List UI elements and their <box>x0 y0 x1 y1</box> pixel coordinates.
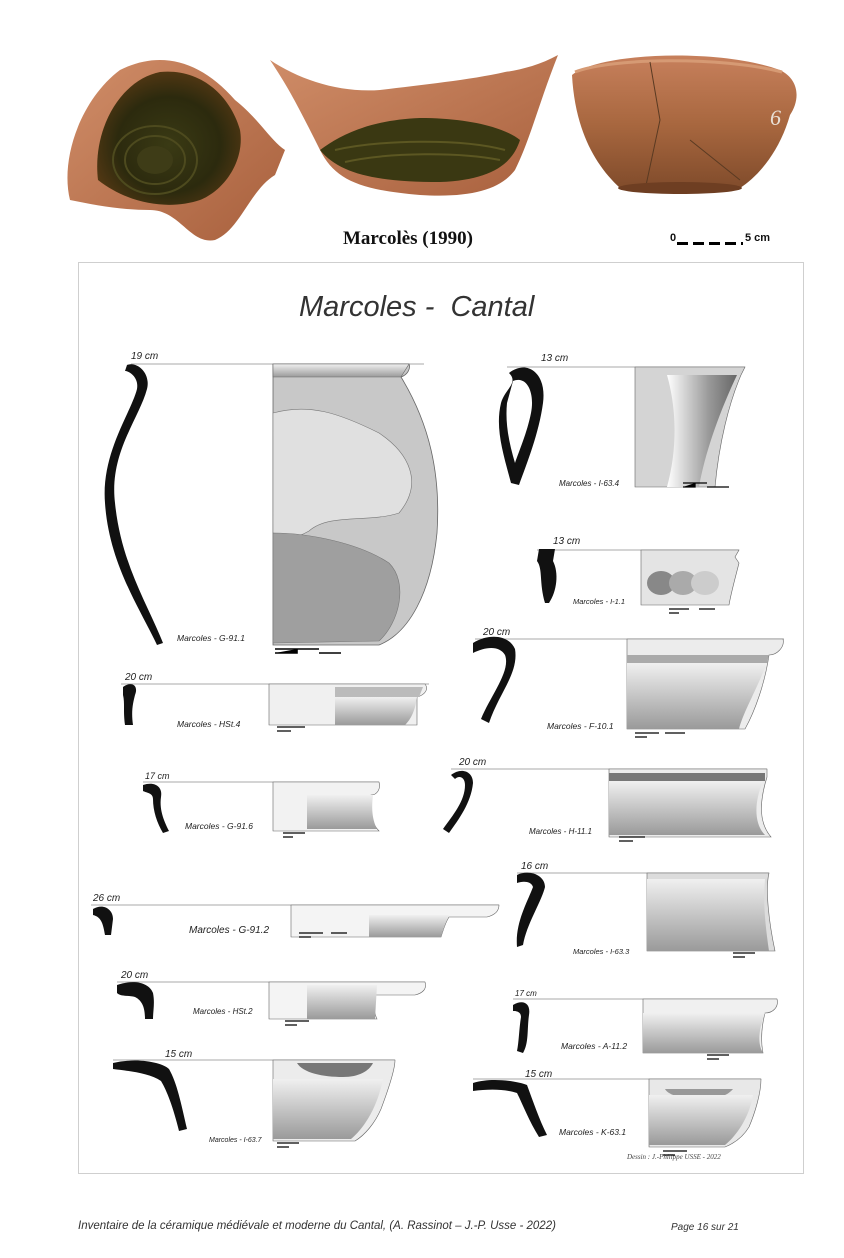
profile-i637 <box>113 1060 395 1147</box>
drawing-credit: Dessin : J.-Philippe USSE - 2022 <box>627 1153 721 1161</box>
profile-hst2 <box>117 982 426 1025</box>
svg-text:6: 6 <box>770 105 781 130</box>
profile-k631 <box>473 1079 761 1155</box>
profile-i11 <box>537 549 739 613</box>
pottery-profile-drawings <box>79 263 803 1173</box>
diameter-label-g911: 19 cm <box>131 351 159 362</box>
diameter-label-h111: 20 cm <box>459 757 487 768</box>
plate-title: Marcoles - Cantal <box>299 291 535 323</box>
drawing-plate <box>78 262 804 1174</box>
ref-label-h111: Marcoles - H-11.1 <box>529 827 592 836</box>
profile-g912 <box>93 905 499 937</box>
photo-caption: Marcolès (1990) <box>343 228 473 249</box>
diameter-label-i637: 15 cm <box>165 1049 193 1060</box>
diameter-label-k631: 15 cm <box>525 1069 553 1080</box>
profile-a112 <box>513 999 777 1059</box>
profile-g916 <box>143 782 380 837</box>
profile-hst4 <box>123 684 427 731</box>
glazed-bowl-photo-1 <box>67 60 285 240</box>
ref-label-k631: Marcoles - K-63.1 <box>559 1127 627 1137</box>
ref-label-a112: Marcoles - A-11.2 <box>561 1041 628 1051</box>
diameter-label-hst4: 20 cm <box>125 672 153 683</box>
diameter-label-i633: 16 cm <box>521 861 549 872</box>
diameter-label-i11: 13 cm <box>553 536 581 547</box>
glazed-bowl-photo-2 <box>270 55 558 196</box>
diameter-label-g912: 26 cm <box>93 893 121 904</box>
photo-scalebar <box>677 242 743 245</box>
ref-label-f101: Marcoles - F-10.1 <box>547 721 614 731</box>
diameter-label-hst2: 20 cm <box>121 970 149 981</box>
ref-label-hst2: Marcoles - HSt.2 <box>193 1007 253 1016</box>
scalebar-end-label: 5 cm <box>745 232 771 244</box>
profile-i633 <box>517 873 775 957</box>
sherd-photographs <box>0 0 844 260</box>
profile-f101 <box>473 637 783 737</box>
profile-i634 <box>499 367 745 487</box>
ref-label-i633: Marcoles - I-63.3 <box>573 947 630 956</box>
ref-label-i11: Marcoles - I-1.1 <box>573 597 626 606</box>
ref-label-g916: Marcoles - G-91.6 <box>185 821 254 831</box>
profile-h111 <box>443 769 771 841</box>
page-number: Page 16 sur 21 <box>671 1222 739 1233</box>
diameter-label-g916: 17 cm <box>145 771 170 781</box>
ref-label-g912: Marcoles - G-91.2 <box>189 925 270 936</box>
ref-label-g911: Marcoles - G-91.1 <box>177 633 246 643</box>
diameter-label-a112: 17 cm <box>515 989 537 998</box>
ref-label-hst4: Marcoles - HSt.4 <box>177 719 241 729</box>
diameter-label-i634: 13 cm <box>541 353 569 364</box>
diameter-label-f101: 20 cm <box>483 627 511 638</box>
footer-citation: Inventaire de la céramique médiévale et moderne du Cantal, (A. Rassinot – J.-P. Usse - 2022) <box>78 1220 556 1232</box>
ref-label-i637: Marcoles - I-63.7 <box>209 1137 262 1144</box>
scalebar-zero-label: 0 <box>670 232 677 244</box>
ref-label-i634: Marcoles - I-63.4 <box>559 479 620 488</box>
terracotta-bowl-photo <box>572 55 797 194</box>
profile-g911 <box>105 364 438 653</box>
